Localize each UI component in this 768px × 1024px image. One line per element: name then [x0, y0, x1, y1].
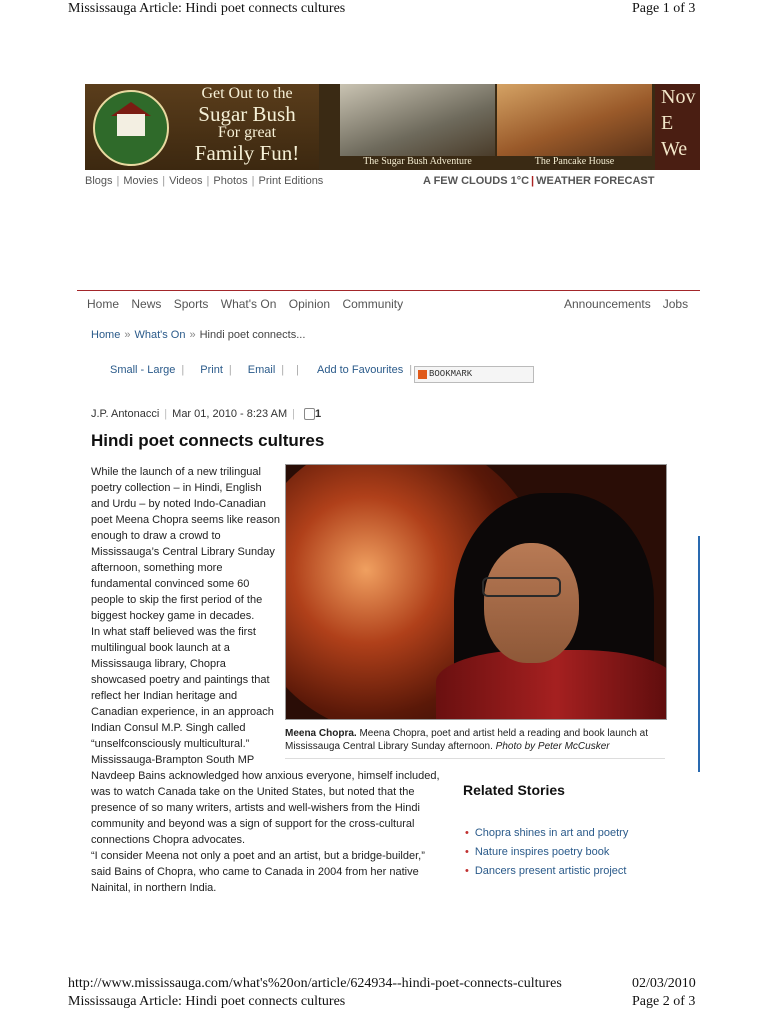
add-favourites-link[interactable]: Add to Favourites	[317, 364, 404, 376]
farm-logo-icon	[93, 90, 169, 166]
nav-sports[interactable]: Sports	[173, 297, 209, 311]
breadcrumb-whats-on[interactable]: What's On	[134, 329, 186, 341]
ad-photo-sugar-bush	[340, 84, 495, 156]
top-links: Blogs | Movies | Videos | Photos | Print Editions	[85, 175, 324, 187]
secondary-ad[interactable]	[655, 84, 700, 170]
nav-whats-on[interactable]: What's On	[220, 297, 277, 311]
secondary-ad-line-1: Nov	[661, 86, 696, 108]
pdf-header-page: Page 1 of 3	[632, 1, 696, 16]
ad-caption-1: The Sugar Bush Adventure	[363, 156, 472, 167]
nav-news[interactable]: News	[131, 297, 162, 311]
banner-ad[interactable]	[85, 84, 700, 170]
bookmark-icon	[418, 370, 427, 379]
paragraph-3-cont: Navdeep Bains acknowledged how anxious everyone, himself included, was to watch Canada take on the United States, but noted that the presence of so many writers, artists and well-wishers from the Hindi community and beyond was a sign of support for the cross-cultural connections Chopra advocates.	[91, 770, 440, 846]
related-item-link[interactable]: Chopra shines in art and poetry	[474, 827, 629, 839]
breadcrumb-home[interactable]: Home	[91, 329, 121, 341]
bookmark-button[interactable]	[414, 366, 534, 383]
nav-community[interactable]: Community	[342, 297, 404, 311]
weather-conditions: A FEW CLOUDS 1°C	[423, 175, 530, 187]
breadcrumb: Home » What's On » Hindi poet connects...	[91, 329, 306, 341]
nav-home[interactable]: Home	[87, 297, 120, 311]
link-videos[interactable]: Videos	[169, 175, 203, 187]
pdf-header-title: Mississauga Article: Hindi poet connects cultures	[68, 1, 346, 16]
link-movies[interactable]: Movies	[123, 175, 159, 187]
caption-text: Meena Chopra, poet and artist held a reading and book launch at Mississauga Central Library Sunday afternoon.	[285, 728, 649, 752]
ad-line-3: For great	[217, 123, 277, 141]
article-body-narrow	[91, 464, 281, 768]
ad-line-2: Sugar Bush	[198, 101, 296, 126]
link-print-editions[interactable]: Print Editions	[258, 175, 324, 187]
pdf-footer-page: Page 2 of 3	[632, 994, 696, 1009]
paragraph-2: In what staff believed was the first multilingual book launch at a Mississauga library, Chopra showcased poetry and paintings that reflect her Indian heritage and Canadian experience, in an approach Indian Consul M.P. Singh called “unselfconsciously multicultural.”	[91, 626, 274, 750]
scroll-indicator	[698, 536, 700, 772]
secondary-ad-line-3: We	[661, 138, 688, 160]
related-stories-title: Related Stories	[463, 782, 565, 798]
breadcrumb-current: Hindi poet connects...	[199, 329, 306, 341]
caption-credit: Photo by Peter McCusker	[495, 741, 610, 752]
caption-name: Meena Chopra.	[285, 728, 357, 739]
related-item-link[interactable]: Nature inspires poetry book	[474, 846, 610, 858]
weather-widget: A FEW CLOUDS 1°C | WEATHER FORECAST	[423, 175, 655, 187]
ad-line-4: Family Fun!	[194, 140, 300, 165]
bookmark-label: BOOKMARK	[429, 369, 473, 379]
nav-announcements[interactable]: Announcements	[564, 297, 651, 311]
print-link[interactable]: Print	[200, 364, 223, 376]
paragraph-3-start: Mississauga-Brampton South MP	[91, 754, 255, 766]
secondary-nav	[564, 297, 688, 311]
nav-opinion[interactable]: Opinion	[288, 297, 331, 311]
font-size-toggle[interactable]: Small - Large	[110, 364, 176, 376]
related-item[interactable]: • Nature inspires poetry book	[465, 846, 610, 858]
article-photo[interactable]	[285, 464, 667, 720]
related-item-link[interactable]: Dancers present artistic project	[474, 865, 627, 877]
article-title: Hindi poet connects cultures	[91, 431, 325, 450]
like-count: 1	[314, 408, 322, 420]
article-tools: Small - Large | Print | Email | | Add to Favourites |	[110, 364, 413, 376]
article-body-wide	[91, 768, 441, 896]
email-link[interactable]: Email	[247, 364, 276, 376]
thumbs-up-icon[interactable]	[304, 408, 315, 420]
ad-caption-2: The Pancake House	[534, 156, 615, 167]
related-stories-list	[465, 826, 628, 883]
author: J.P. Antonacci	[91, 408, 160, 420]
main-nav	[87, 297, 412, 311]
photo-caption	[285, 727, 665, 759]
weather-forecast-link[interactable]: WEATHER FORECAST	[536, 175, 655, 187]
link-blogs[interactable]: Blogs	[85, 175, 113, 187]
link-photos[interactable]: Photos	[213, 175, 248, 187]
nav-divider	[77, 290, 700, 291]
secondary-ad-line-2: E	[661, 112, 674, 134]
paragraph-4: “I consider Meena not only a poet and an artist, but a bridge-builder,” said Bains of Chopra, who came to Canada in 2004 from her native Nainital, in northern India.	[91, 850, 425, 894]
ad-photo-pancake-house	[497, 84, 652, 156]
paragraph-1: While the launch of a new trilingual poetry collection – in Hindi, English and Urdu – by noted Indo-Canadian poet Meena Chopra seems like reason enough to draw a crowd to Mississauga’s Central Library Sunday afternoon, something more fundamental convinced some 60 people to skip the first period of the biggest hockey game in decades.	[91, 466, 280, 622]
ad-line-1: Get Out to the	[201, 85, 293, 102]
sugar-bush-ad[interactable]	[85, 84, 319, 170]
related-item[interactable]: • Chopra shines in art and poetry	[465, 827, 629, 839]
pdf-footer-title: Mississauga Article: Hindi poet connects cultures	[68, 994, 346, 1009]
nav-jobs[interactable]: Jobs	[662, 297, 689, 311]
publish-date: Mar 01, 2010 - 8:23 AM	[172, 408, 288, 420]
related-item[interactable]: • Dancers present artistic project	[465, 865, 627, 877]
byline: J.P. Antonacci | Mar 01, 2010 - 8:23 AM | 1	[91, 408, 322, 420]
pdf-footer-date: 02/03/2010	[632, 976, 696, 991]
pdf-footer-url: http://www.mississauga.com/what's%20on/article/624934--hindi-poet-connects-cultures	[68, 976, 562, 991]
